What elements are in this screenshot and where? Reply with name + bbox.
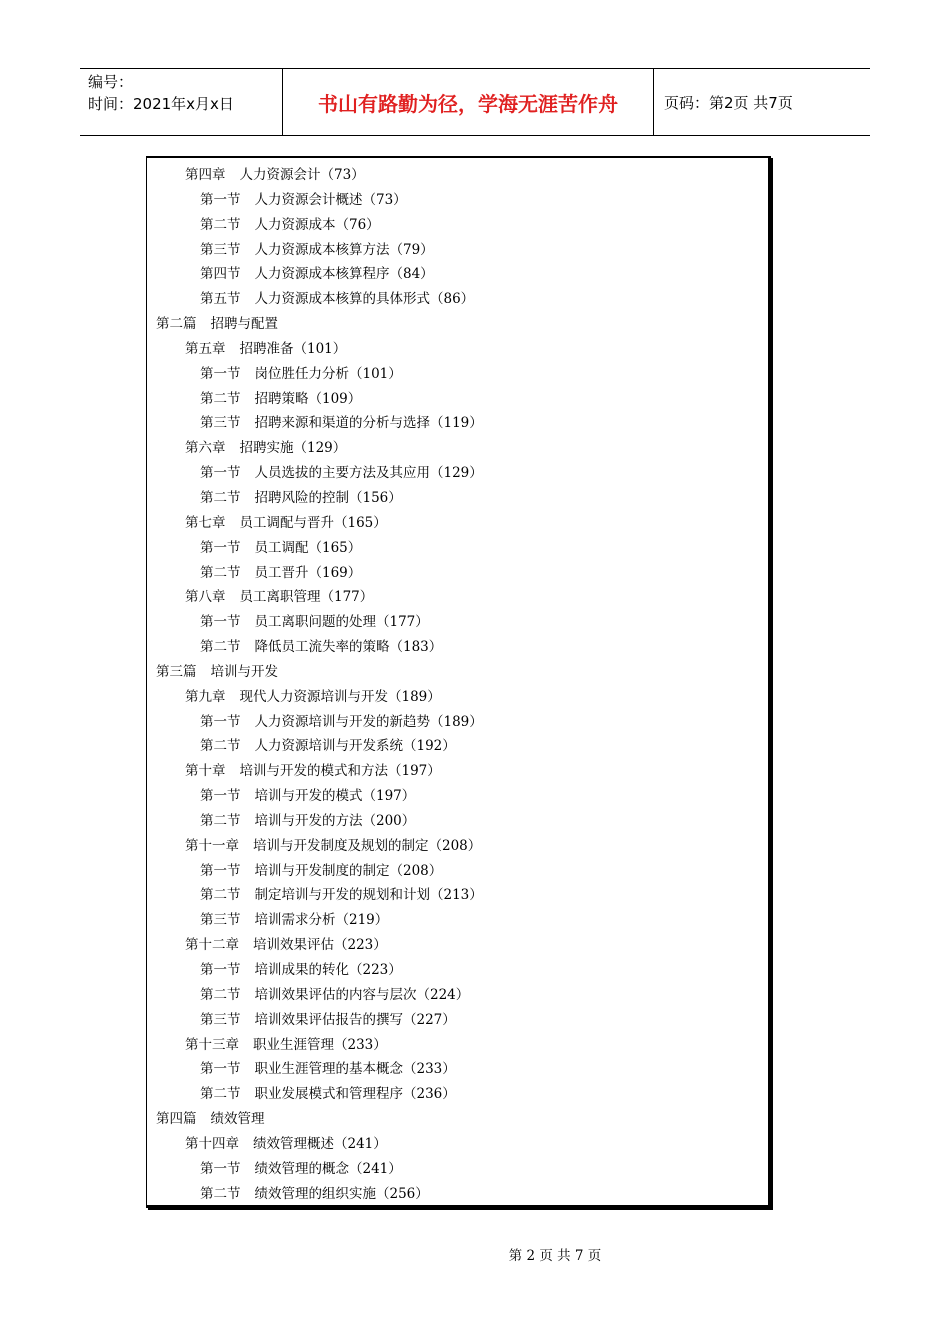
toc-entry-title: 人力资源培训与开发系统（192） xyxy=(254,738,456,755)
toc-entry xyxy=(147,883,770,908)
toc-entry-number: 第四篇 xyxy=(156,1111,197,1128)
toc-entry-number: 第二节 xyxy=(200,986,241,1003)
toc-entry-title: 现代人力资源培训与开发（189） xyxy=(239,688,441,705)
toc-entry-number: 第一节 xyxy=(200,539,241,556)
toc-entry xyxy=(147,908,770,933)
toc-entry xyxy=(147,933,770,958)
toc-box xyxy=(146,156,771,1208)
toc-entry-title: 人力资源成本核算程序（84） xyxy=(254,266,434,283)
toc-entry-number: 第一节 xyxy=(200,788,241,805)
toc-entry-title: 职业生涯管理的基本概念（233） xyxy=(254,1061,456,1078)
toc-entry-title: 培训与开发的方法（200） xyxy=(254,812,416,829)
toc-entry-title: 培训效果评估的内容与层次（224） xyxy=(254,986,470,1003)
toc-entry xyxy=(147,1057,770,1082)
toc-entry-number: 第五章 xyxy=(185,340,226,357)
toc-entry-number: 第七章 xyxy=(185,514,226,531)
toc-entry-number: 第一节 xyxy=(200,962,241,978)
toc-entry-title: 绩效管理的组织实施（256） xyxy=(254,1185,429,1202)
toc-entry-number: 第一节 xyxy=(200,1061,241,1078)
toc-entry-title: 员工调配与晋升（165） xyxy=(239,514,387,531)
header-page-info: 页码：第2页 共7页 xyxy=(664,93,793,112)
toc-entry-title: 岗位胜任力分析（101） xyxy=(254,365,402,382)
toc-entry-title: 招聘策略（109） xyxy=(254,390,362,407)
toc-entry xyxy=(147,436,770,461)
toc-entry xyxy=(147,213,770,238)
toc-entry-title: 培训效果评估（223） xyxy=(253,937,387,954)
toc-entry-number: 第三篇 xyxy=(156,663,197,680)
toc-entry-number: 第二节 xyxy=(200,564,241,581)
toc-entry-number: 第二节 xyxy=(200,390,241,407)
toc-entry-number: 第十一章 xyxy=(185,837,239,854)
toc-entry xyxy=(147,1157,770,1182)
toc-entry-title: 培训需求分析（219） xyxy=(254,912,389,929)
toc-entry-number: 第十章 xyxy=(185,763,226,780)
toc-entry xyxy=(147,337,770,362)
toc-entry xyxy=(147,1008,770,1033)
toc-entry xyxy=(147,387,770,412)
toc-entry xyxy=(147,411,770,436)
toc-entry-title: 培训成果的转化（223） xyxy=(254,962,402,978)
toc-entry-number: 第二节 xyxy=(200,216,241,233)
toc-entry xyxy=(147,362,770,387)
toc-entry xyxy=(147,759,770,784)
toc-entry xyxy=(147,486,770,511)
toc-entry-number: 第二篇 xyxy=(156,316,197,333)
toc-entry-title: 员工晋升（169） xyxy=(254,564,362,581)
toc-entry xyxy=(147,238,770,263)
toc-entry-title: 绩效管理概述（241） xyxy=(253,1135,387,1152)
toc-entry-title: 员工调配（165） xyxy=(254,539,362,556)
toc-entry-number: 第五节 xyxy=(200,291,241,308)
document-number-label: 编号： xyxy=(88,73,134,91)
toc-entry xyxy=(147,983,770,1008)
toc-entry-number: 第十二章 xyxy=(185,937,239,954)
toc-entry xyxy=(147,734,770,759)
table-of-contents xyxy=(147,163,770,1206)
toc-entry-title: 招聘准备（101） xyxy=(239,340,347,357)
toc-entry-title: 培训效果评估报告的撰写（227） xyxy=(254,1011,456,1028)
toc-entry xyxy=(147,287,770,312)
toc-entry-title: 职业发展模式和管理程序（236） xyxy=(254,1086,456,1103)
toc-entry xyxy=(147,536,770,561)
toc-entry-number: 第九章 xyxy=(185,688,226,705)
toc-entry xyxy=(147,1132,770,1157)
toc-entry xyxy=(147,312,770,337)
toc-entry-number: 第二节 xyxy=(200,738,241,755)
toc-entry-number: 第三节 xyxy=(200,241,241,258)
toc-entry-number: 第一节 xyxy=(200,713,241,730)
toc-entry-title: 培训与开发 xyxy=(210,663,278,680)
toc-entry-number: 第三节 xyxy=(200,912,241,929)
toc-entry-title: 人力资源会计（73） xyxy=(239,167,365,183)
toc-entry xyxy=(147,561,770,586)
toc-entry xyxy=(147,262,770,287)
page-header xyxy=(80,68,870,136)
toc-entry-title: 招聘实施（129） xyxy=(239,440,347,457)
toc-entry-title: 制定培训与开发的规划和计划（213） xyxy=(254,887,483,904)
toc-entry-title: 降低员工流失率的策略（183） xyxy=(254,639,443,656)
document-time: 时间：2021年x月x日 xyxy=(88,95,234,113)
toc-entry xyxy=(147,958,770,983)
toc-entry-number: 第十四章 xyxy=(185,1135,239,1152)
header-meta xyxy=(80,69,282,135)
toc-entry-number: 第四章 xyxy=(185,167,226,183)
toc-entry-title: 绩效管理的概念（241） xyxy=(254,1160,402,1177)
toc-entry-number: 第一节 xyxy=(200,1160,241,1177)
toc-entry-title: 招聘来源和渠道的分析与选择（119） xyxy=(254,415,483,432)
toc-entry-title: 培训与开发制度及规划的制定（208） xyxy=(253,837,482,854)
toc-entry xyxy=(147,1182,770,1207)
toc-entry xyxy=(147,1107,770,1132)
toc-entry-title: 招聘风险的控制（156） xyxy=(254,489,402,506)
header-motto: 书山有路勤为径，学海无涯苦作舟 xyxy=(282,69,654,135)
toc-entry xyxy=(147,635,770,660)
toc-entry-title: 招聘与配置 xyxy=(210,316,278,333)
toc-entry xyxy=(147,461,770,486)
toc-entry-title: 员工离职问题的处理（177） xyxy=(254,614,429,631)
toc-entry xyxy=(147,1033,770,1058)
toc-entry-number: 第三节 xyxy=(200,415,241,432)
toc-entry-title: 培训与开发制度的制定（208） xyxy=(254,862,443,879)
toc-entry-title: 人力资源成本核算的具体形式（86） xyxy=(254,291,475,308)
toc-entry-title: 人力资源会计概述（73） xyxy=(254,191,407,208)
toc-entry xyxy=(147,1082,770,1107)
toc-entry-number: 第一节 xyxy=(200,365,241,382)
toc-entry-number: 第二节 xyxy=(200,489,241,506)
toc-entry-number: 第十三章 xyxy=(185,1036,239,1053)
page-footer: 第 2 页 共 7 页 xyxy=(508,1248,602,1264)
toc-entry-title: 绩效管理 xyxy=(210,1111,265,1128)
toc-entry-number: 第二节 xyxy=(200,1086,241,1103)
toc-entry xyxy=(147,859,770,884)
toc-entry-number: 第二节 xyxy=(200,887,241,904)
toc-entry-title: 职业生涯管理（233） xyxy=(253,1036,387,1053)
toc-entry xyxy=(147,660,770,685)
toc-entry-number: 第八章 xyxy=(185,589,226,606)
toc-entry-number: 第一节 xyxy=(200,191,241,208)
toc-entry xyxy=(147,710,770,735)
toc-entry-title: 人力资源成本（76） xyxy=(254,216,380,233)
toc-entry-number: 第一节 xyxy=(200,614,241,631)
toc-entry-number: 第一节 xyxy=(200,465,241,482)
toc-entry-title: 人员选拔的主要方法及其应用（129） xyxy=(254,465,483,482)
toc-entry xyxy=(147,188,770,213)
toc-entry xyxy=(147,784,770,809)
toc-entry-number: 第二节 xyxy=(200,639,241,656)
toc-entry xyxy=(147,809,770,834)
toc-entry-number: 第二节 xyxy=(200,812,241,829)
toc-entry xyxy=(147,610,770,635)
toc-entry-number: 第三节 xyxy=(200,1011,241,1028)
toc-entry xyxy=(147,685,770,710)
toc-entry-title: 人力资源成本核算方法（79） xyxy=(254,241,434,258)
toc-entry-number: 第四节 xyxy=(200,266,241,283)
toc-entry xyxy=(147,585,770,610)
toc-entry-title: 培训与开发的模式（197） xyxy=(254,788,416,805)
toc-entry-number: 第一节 xyxy=(200,862,241,879)
toc-entry-number: 第六章 xyxy=(185,440,226,457)
toc-entry xyxy=(147,834,770,859)
toc-entry-title: 员工离职管理（177） xyxy=(239,589,374,606)
toc-entry xyxy=(147,163,770,188)
toc-entry xyxy=(147,511,770,536)
toc-entry-number: 第二节 xyxy=(200,1185,241,1202)
toc-entry-title: 培训与开发的模式和方法（197） xyxy=(239,763,441,780)
toc-entry-title: 人力资源培训与开发的新趋势（189） xyxy=(254,713,483,730)
